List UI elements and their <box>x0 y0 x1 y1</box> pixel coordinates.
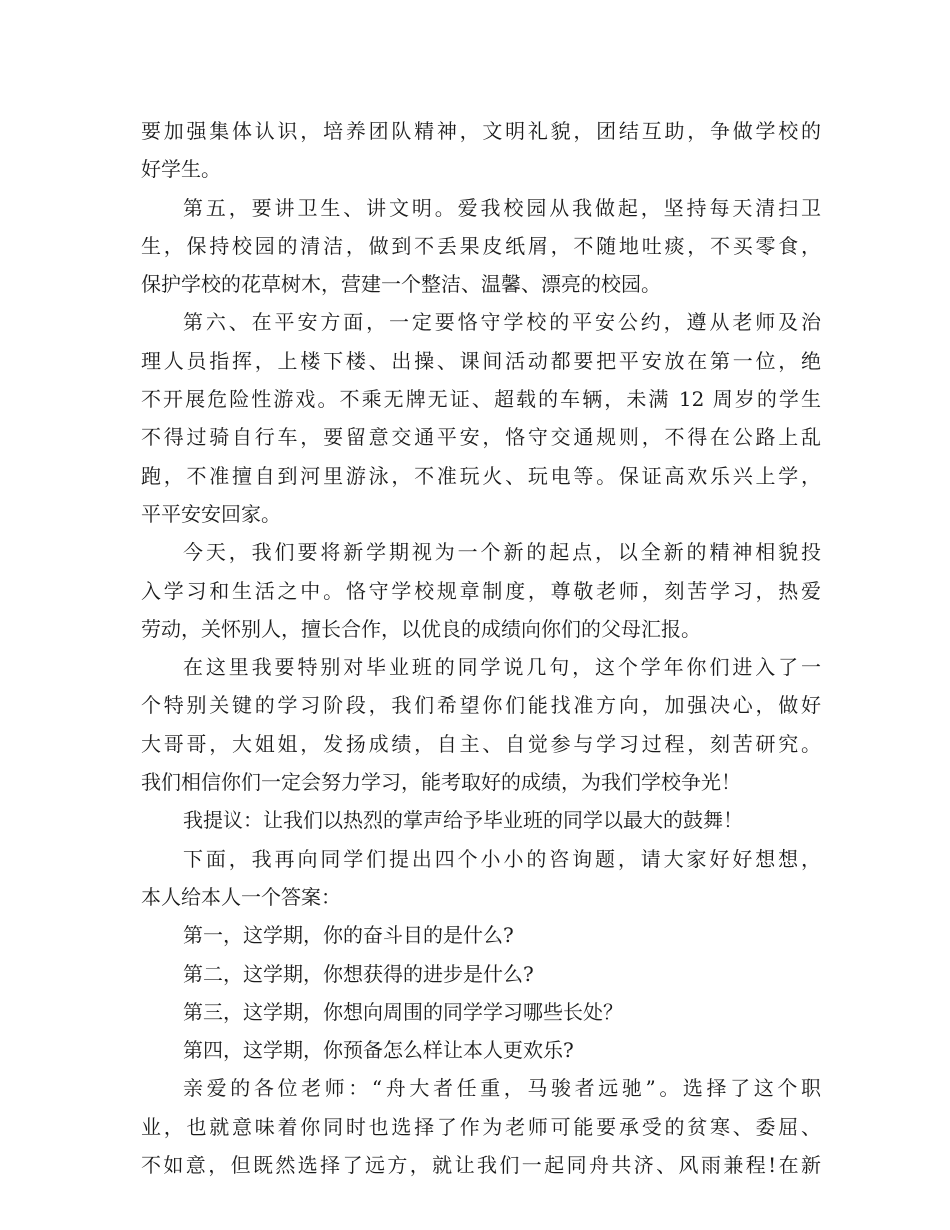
text-line: 下面，我再向同学们提出四个小小的咨询题，请大家好好想想， <box>183 846 821 871</box>
text-line: 不如意，但既然选择了远方，就让我们一起同舟共济、风雨兼程!在新 <box>141 1153 821 1178</box>
text-line: 平平安安回家。 <box>141 501 281 526</box>
text-line: 劳动，关怀别人，擅长合作，以优良的成绩向你们的父母汇报。 <box>141 616 701 641</box>
text-line: 大哥哥，大姐姐，发扬成绩，自主、自觉参与学习过程，刻苦研究。 <box>141 731 821 756</box>
text-line: 第一，这学期，你的奋斗目的是什么? <box>183 923 514 948</box>
text-line: 我们相信你们一定会努力学习，能考取好的成绩，为我们学校争光！ <box>141 770 741 795</box>
text-line: 要加强集体认识，培养团队精神，文明礼貌，团结互助，争做学校的 <box>141 119 821 143</box>
text-line: 第六、在平安方面，一定要恪守学校的平安公约，遵从老师及治 <box>183 310 821 335</box>
text-line: 业，也就意味着你同时也选择了作为老师可能要承受的贫寒、委屈、 <box>141 1114 821 1139</box>
text-line: 今天，我们要将新学期视为一个新的起点，以全新的精神相貌投 <box>183 540 821 565</box>
text-line: 入学习和生活之中。恪守学校规章制度，尊敬老师，刻苦学习，热爱 <box>141 578 821 603</box>
text-line: 生，保持校园的清洁，做到不丢果皮纸屑，不随地吐痰，不买零食， <box>141 233 821 258</box>
text-line: 个特别关键的学习阶段，我们希望你们能找准方向，加强决心，做好 <box>141 693 821 718</box>
text-line: 第四，这学期，你预备怎么样让本人更欢乐? <box>183 1038 574 1063</box>
text-line: 第五，要讲卫生、讲文明。爱我校园从我做起，坚持每天清扫卫 <box>183 195 821 220</box>
text-line: 第三，这学期，你想向周围的同学学习哪些长处？ <box>183 999 623 1024</box>
document-body <box>141 112 821 1184</box>
text-line: 理人员指挥，上楼下楼、出操、课间活动都要把平安放在第一位，绝 <box>141 348 821 373</box>
text-line: 好学生。 <box>141 157 221 182</box>
text-line: 保护学校的花草树木，营建一个整洁、温馨、漂亮的校园。 <box>141 272 661 297</box>
text-line: 不开展危险性游戏。不乘无牌无证、超载的车辆，未满 12 周岁的学生 <box>141 387 821 412</box>
text-line: 跑，不准擅自到河里游泳，不准玩火、玩电等。保证高欢乐兴上学， <box>141 463 821 488</box>
text-line: 不得过骑自行车，要留意交通平安，恪守交通规则，不得在公路上乱 <box>141 425 821 450</box>
text-line: 亲爱的各位老师：“舟大者任重，马骏者远驰”。选择了这个职 <box>183 1076 821 1101</box>
text-line: 第二，这学期，你想获得的进步是什么? <box>183 961 534 986</box>
text-line: 在这里我要特别对毕业班的同学说几句，这个学年你们进入了一 <box>183 655 821 680</box>
text-line: 本人给本人一个答案： <box>141 884 341 909</box>
text-line: 我提议：让我们以热烈的掌声给予毕业班的同学以最大的鼓舞！ <box>183 808 743 833</box>
